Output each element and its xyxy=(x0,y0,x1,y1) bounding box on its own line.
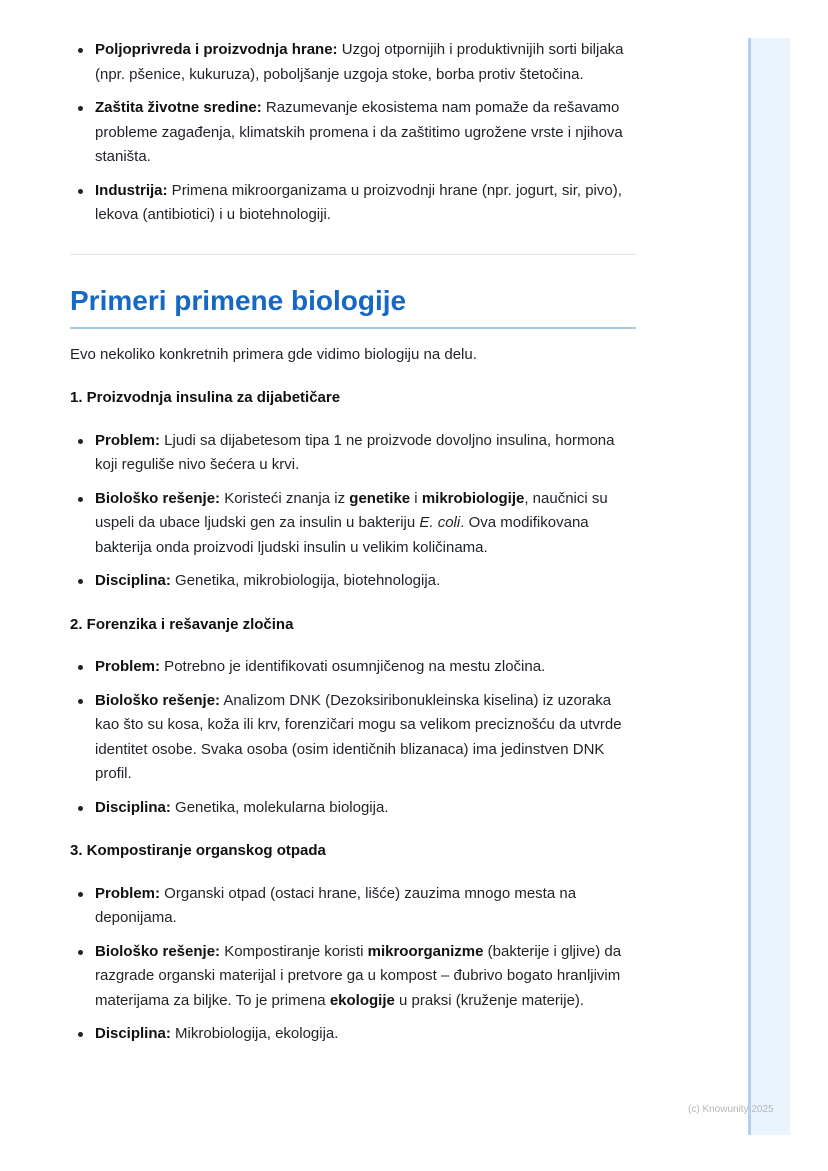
list-item xyxy=(70,796,636,821)
text: Uzgoj otpornijih i produktivnijih sorti biljaka (npr. pšenice, kukuruza), poboljšanje uzgoja stoke, borba protiv štetočina. xyxy=(95,41,624,83)
list-item xyxy=(70,882,636,931)
bold-text: Problem: xyxy=(95,658,161,675)
text: Mikrobiologija, ekologija. xyxy=(170,1025,339,1042)
bold-text: mikroorganizme xyxy=(367,942,484,960)
document-content xyxy=(70,38,636,1056)
list-item xyxy=(70,940,636,1014)
divider xyxy=(70,254,636,255)
text: Potrebno je identifikovati osumnjičenog na mestu zločina. xyxy=(160,658,546,675)
example-heading: 1. Proizvodnja insulina za dijabetičare xyxy=(70,389,341,406)
bold-text: Biološko rešenje: xyxy=(95,942,221,960)
italic-text: E. coli xyxy=(419,514,461,531)
bold-text: Disciplina: xyxy=(95,798,171,816)
bold-text: ekologije xyxy=(329,991,395,1009)
list-item xyxy=(70,96,636,170)
example-bullet-list xyxy=(70,655,636,820)
bold-text: Poljoprivreda i proizvodnja hrane: xyxy=(95,41,338,58)
bold-text: Disciplina: xyxy=(95,572,171,589)
text: (bakterije i gljive) da razgrade organski materijal i pretvore ga u kompost – đubrivo bogato hranljivim materijama za biljke. To je primena xyxy=(95,942,622,1009)
list-item xyxy=(70,569,636,594)
list-item xyxy=(70,487,636,561)
text: Ljudi sa dijabetesom tipa 1 ne proizvode dovoljno insulina, hormona koji reguliše nivo šećera u krvi. xyxy=(95,431,615,473)
sidebar-panel xyxy=(748,38,790,1135)
text: u praksi (kruženje materije). xyxy=(394,991,585,1009)
list-item xyxy=(70,655,636,680)
bold-text: Industrija: xyxy=(95,181,168,199)
bold-text: Problem: xyxy=(95,884,161,902)
examples xyxy=(70,386,636,1047)
bold-text: Biološko rešenje: xyxy=(95,489,221,507)
bold-text: Problem: xyxy=(95,431,161,449)
example-heading: 3. Kompostiranje organskog otpada xyxy=(70,842,326,859)
text: , naučnici su uspeli da ubace ljudski gen za insulin u bakteriju xyxy=(95,489,608,531)
text: Primena mikroorganizama u proizvodnji hrane (npr. jogurt, sir, pivo), lekova (antibiotici) i u biotehnologiji. xyxy=(95,181,622,223)
list-item xyxy=(70,689,636,787)
text: Genetika, mikrobiologija, biotehnologija. xyxy=(170,572,441,589)
list-item xyxy=(70,1022,636,1047)
copyright-footer: (c) Knowunity 2025 xyxy=(688,1104,774,1115)
example-bullet-list xyxy=(70,429,636,594)
bold-text: Biološko rešenje: xyxy=(95,691,221,709)
text: . Ova modifikovana bakterija onda proizvodi ljudski insulin u velikim količinama. xyxy=(95,514,589,556)
text: Koristeći znanja iz xyxy=(220,489,350,507)
text: Razumevanje ekosistema nam pomaže da rešavamo probleme zagađenja, klimatskih promena i da zaštitimo ugrožene vrste i njihova staništa. xyxy=(95,99,623,165)
bold-text: genetike xyxy=(349,489,411,507)
section-title: Primeri primene biologije xyxy=(70,283,636,329)
text: Analizom DNK (Dezoksiribonukleinska kiselina) iz uzoraka kao što su kosa, koža ili krv, forenzičari mogu sa velikom preciznošću da utvrde identitet osobe. Svaka osoba (osim identičnih blizanaca) ima jedinstven DNK profil. xyxy=(95,691,622,782)
top-bullet-list xyxy=(70,38,636,228)
text: Genetika, molekularna biologija. xyxy=(170,798,389,816)
list-item xyxy=(70,38,636,87)
bold-text: Zaštita životne sredine: xyxy=(95,99,262,116)
example-bullet-list xyxy=(70,882,636,1047)
text: Organski otpad (ostaci hrane, lišće) zauzima mnogo mesta na deponijama. xyxy=(95,884,577,926)
text: Kompostiranje koristi xyxy=(220,942,368,960)
list-item xyxy=(70,429,636,478)
example-heading: 2. Forenzika i rešavanje zločina xyxy=(70,615,294,633)
bold-text: Disciplina: xyxy=(95,1025,171,1042)
list-item xyxy=(70,179,636,228)
text: i xyxy=(410,489,422,507)
bold-text: mikrobiologije xyxy=(421,489,525,507)
section-intro: Evo nekoliko konkretnih primera gde vidimo biologiju na delu. xyxy=(70,345,477,363)
